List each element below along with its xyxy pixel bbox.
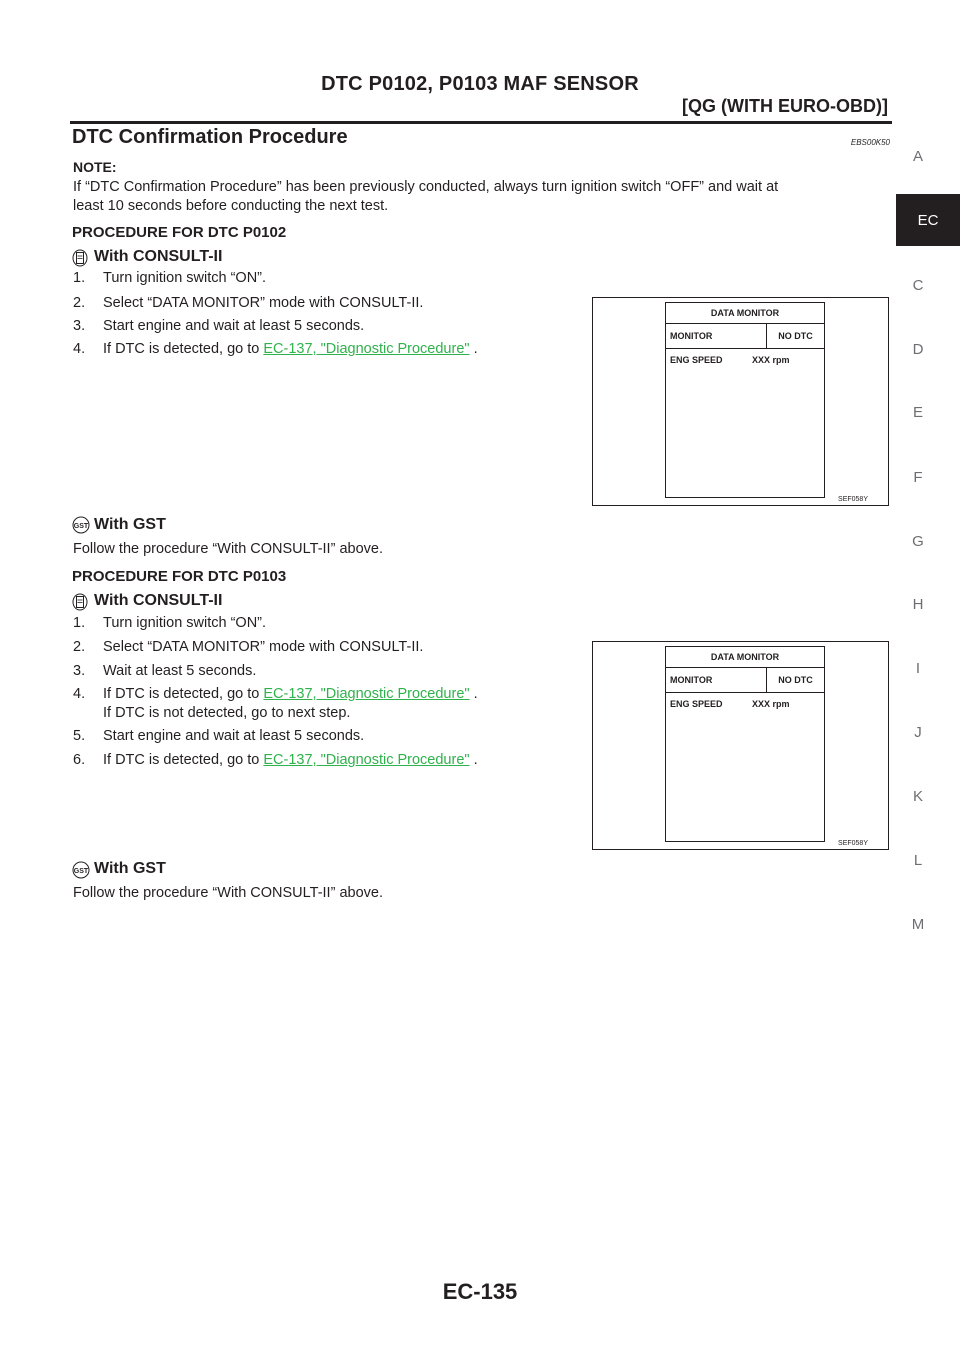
p0103-consult-heading: With CONSULT-II [94, 592, 223, 609]
screen-title: DATA MONITOR [666, 303, 824, 324]
screen-col-status: NO DTC [778, 675, 813, 685]
p0103-gst-text: Follow the procedure “With CONSULT-II” above. [73, 885, 383, 901]
list-item: If DTC is not detected, go to next step. [103, 705, 351, 721]
note-label: NOTE: [73, 159, 117, 175]
screen-data-row: ENG SPEED XXX rpm [670, 699, 790, 709]
gst-icon [72, 516, 90, 534]
gst-icon [72, 861, 90, 879]
side-index-c[interactable]: C [912, 277, 924, 294]
list-item: 5. Start engine and wait at least 5 seconds. [73, 728, 365, 744]
screen-header-row [666, 324, 824, 349]
svg-text:GST: GST [73, 868, 89, 875]
list-item: 3. Start engine and wait at least 5 seconds. [73, 318, 365, 334]
side-index-l[interactable]: L [913, 852, 923, 869]
section-code: EBS00K50 [850, 138, 890, 147]
list-item: 4. If DTC is detected, go to EC-137, "Diagnostic Procedure" . [73, 341, 478, 357]
side-index-e[interactable]: E [912, 404, 923, 421]
side-index-j[interactable]: J [914, 724, 922, 741]
consult-tool-icon [72, 249, 88, 267]
note-line: least 10 seconds before conducting the next test. [73, 198, 389, 214]
screen-col-monitor: MONITOR [666, 324, 767, 348]
p0103-heading: PROCEDURE FOR DTC P0103 [72, 568, 287, 585]
screen-col-status: NO DTC [778, 331, 813, 341]
list-item: 2. Select “DATA MONITOR” mode with CONSULT-II. [73, 295, 424, 311]
p0102-gst-heading: With GST [94, 516, 166, 533]
svg-text:GST: GST [73, 523, 89, 530]
consult-tool-icon [72, 593, 88, 611]
p0102-gst-text: Follow the procedure “With CONSULT-II” above. [73, 541, 383, 557]
list-item: 2. Select “DATA MONITOR” mode with CONSULT-II. [73, 639, 424, 655]
diagnostic-procedure-link[interactable]: EC-137, "Diagnostic Procedure" [263, 341, 470, 357]
data-monitor-screen [665, 646, 825, 842]
side-index-ec-active[interactable]: EC [896, 194, 960, 246]
figure-code: SEF058Y [838, 840, 868, 847]
screen-header-row [666, 668, 824, 693]
side-index-f[interactable]: F [913, 469, 923, 486]
list-item: 3. Wait at least 5 seconds. [73, 663, 257, 679]
p0102-heading: PROCEDURE FOR DTC P0102 [72, 224, 287, 241]
screen-col-monitor: MONITOR [666, 668, 767, 692]
p0102-consult-heading: With CONSULT-II [94, 248, 223, 265]
side-index-k[interactable]: K [912, 788, 923, 805]
page-header-title: DTC P0102, P0103 MAF SENSOR [321, 73, 639, 95]
side-index-g[interactable]: G [912, 533, 924, 550]
side-index-d[interactable]: D [912, 341, 924, 358]
side-index-h[interactable]: H [912, 596, 924, 613]
section-title: DTC Confirmation Procedure [72, 126, 348, 148]
side-index-a[interactable]: A [912, 148, 923, 165]
note-line: If “DTC Confirmation Procedure” has been previously conducted, always turn ignition switch “OFF” and wait at [73, 179, 779, 195]
side-index-i[interactable]: I [915, 660, 921, 677]
page-header-subtitle: [QG (WITH EURO-OBD)] [682, 96, 888, 116]
data-monitor-screen [665, 302, 825, 498]
list-item: 4. If DTC is detected, go to EC-137, "Diagnostic Procedure" . [73, 686, 478, 702]
diagnostic-procedure-link[interactable]: EC-137, "Diagnostic Procedure" [263, 686, 470, 702]
side-index-m[interactable]: M [911, 916, 925, 933]
data-monitor-figure [592, 297, 889, 506]
list-item: 6. If DTC is detected, go to EC-137, "Diagnostic Procedure" . [73, 752, 478, 768]
page-number: EC-135 [442, 1279, 518, 1304]
data-monitor-figure [592, 641, 889, 850]
figure-code: SEF058Y [838, 496, 868, 503]
p0103-gst-heading: With GST [94, 860, 166, 877]
list-item: 1. Turn ignition switch “ON”. [73, 615, 267, 631]
header-rule [70, 121, 892, 124]
screen-data-row: ENG SPEED XXX rpm [670, 355, 790, 365]
diagnostic-procedure-link[interactable]: EC-137, "Diagnostic Procedure" [263, 752, 470, 768]
screen-title: DATA MONITOR [666, 647, 824, 668]
list-item: 1. Turn ignition switch “ON”. [73, 270, 267, 286]
note-text [73, 178, 893, 216]
